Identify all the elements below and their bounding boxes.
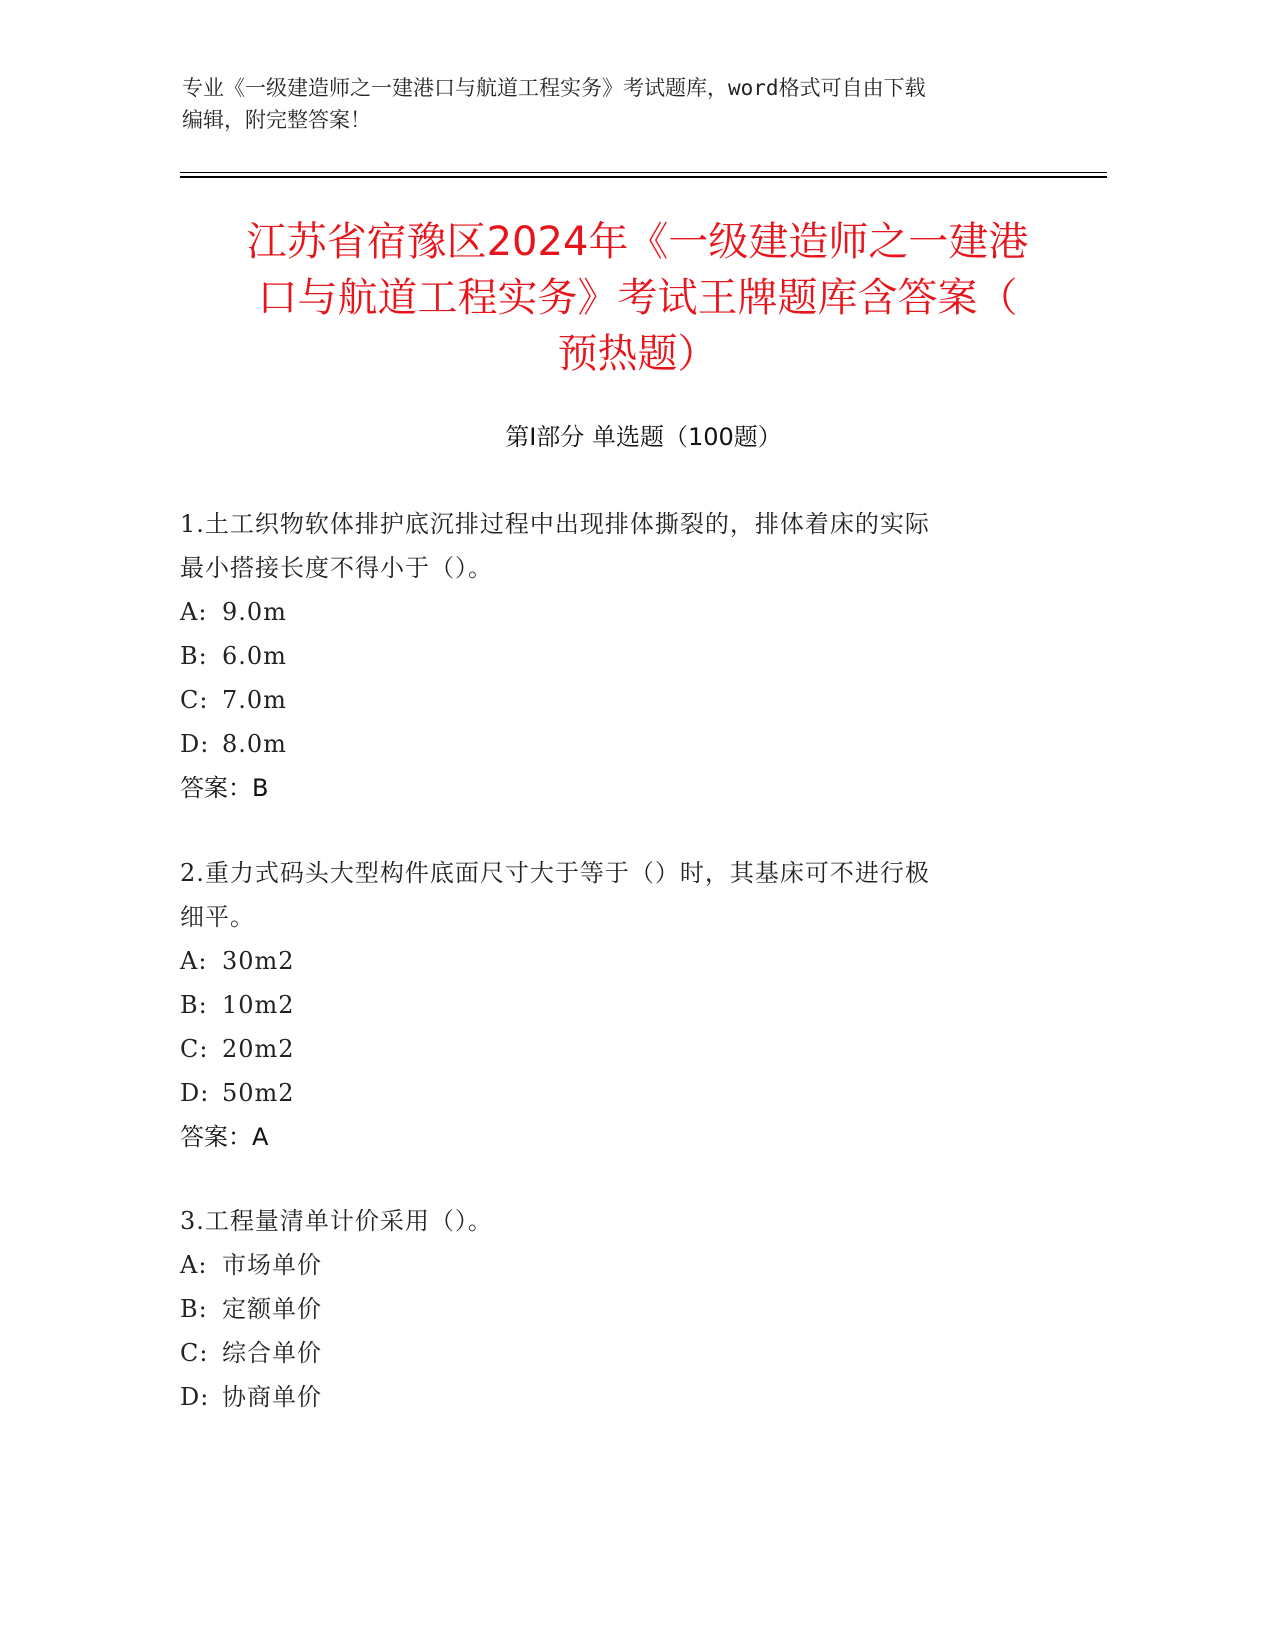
question-1-option-d bbox=[180, 722, 1060, 766]
option-text: 9.0m bbox=[222, 598, 287, 626]
option-letter: D: bbox=[180, 730, 210, 758]
question-2-option-d bbox=[180, 1071, 1060, 1115]
question-3-stem-line-1: 3.工程量清单计价采用（）。 bbox=[180, 1207, 493, 1235]
question-2-stem bbox=[180, 851, 1060, 939]
option-letter: C: bbox=[180, 1035, 209, 1063]
option-letter: B: bbox=[180, 642, 208, 670]
question-1-option-c bbox=[180, 678, 1060, 722]
header-note-line-1: 专业《一级建造师之一建港口与航道工程实务》考试题库，word格式可自由下载 bbox=[182, 76, 926, 100]
question-1 bbox=[180, 502, 1060, 810]
question-1-stem-line-1: 1.土工织物软体排护底沉排过程中出现排体撕裂的，排体着床的实际 bbox=[180, 510, 930, 538]
question-1-answer: 答案：B bbox=[180, 774, 269, 802]
question-2-stem-line-1: 2.重力式码头大型构件底面尺寸大于等于（）时，其基床可不进行极 bbox=[180, 859, 930, 887]
option-text: 10m2 bbox=[222, 991, 295, 1019]
option-letter: A: bbox=[180, 947, 208, 975]
option-letter: B: bbox=[180, 991, 208, 1019]
option-text: 定额单价 bbox=[222, 1295, 322, 1323]
question-3-option-c bbox=[180, 1331, 1060, 1375]
option-text: 7.0m bbox=[222, 686, 287, 714]
question-1-option-a bbox=[180, 590, 1060, 634]
document-title bbox=[170, 214, 1105, 382]
question-1-stem bbox=[180, 502, 1060, 590]
question-2-stem-line-2: 细平。 bbox=[180, 903, 255, 931]
option-text: 协商单价 bbox=[222, 1383, 322, 1411]
document-title-line-3: 预热题） bbox=[557, 331, 718, 377]
document-title-line-1: 江苏省宿豫区2024年《一级建造师之一建港 bbox=[246, 219, 1029, 265]
option-letter: D: bbox=[180, 1079, 210, 1107]
question-2-answer: 答案：A bbox=[180, 1123, 269, 1151]
option-text: 6.0m bbox=[222, 642, 287, 670]
document-title-line-2: 口与航道工程实务》考试王牌题库含答案（ bbox=[257, 275, 1018, 321]
option-letter: A: bbox=[180, 1251, 208, 1279]
header-note-line-2: 编辑，附完整答案！ bbox=[182, 108, 371, 132]
question-2-option-a bbox=[180, 939, 1060, 983]
question-3-option-b bbox=[180, 1287, 1060, 1331]
question-2 bbox=[180, 851, 1060, 1159]
option-text: 8.0m bbox=[222, 730, 287, 758]
header-divider-thin bbox=[180, 172, 1107, 173]
question-1-stem-line-2: 最小搭接长度不得小于（）。 bbox=[180, 554, 493, 582]
question-3-option-d bbox=[180, 1375, 1060, 1419]
option-letter: A: bbox=[180, 598, 208, 626]
option-letter: B: bbox=[180, 1295, 208, 1323]
question-2-option-c bbox=[180, 1027, 1060, 1071]
question-2-option-b bbox=[180, 983, 1060, 1027]
option-letter: C: bbox=[180, 1339, 209, 1367]
option-text: 50m2 bbox=[222, 1079, 295, 1107]
option-text: 20m2 bbox=[222, 1035, 295, 1063]
question-3 bbox=[180, 1199, 1060, 1419]
question-1-option-b bbox=[180, 634, 1060, 678]
section-heading: 第I部分 单选题（100题） bbox=[505, 423, 782, 451]
option-text: 30m2 bbox=[222, 947, 295, 975]
option-letter: C: bbox=[180, 686, 209, 714]
option-text: 综合单价 bbox=[222, 1339, 322, 1367]
question-3-stem bbox=[180, 1199, 1060, 1243]
header-divider-thick bbox=[180, 176, 1107, 178]
option-text: 市场单价 bbox=[222, 1251, 322, 1279]
header-note bbox=[182, 72, 1082, 136]
option-letter: D: bbox=[180, 1383, 210, 1411]
question-3-option-a bbox=[180, 1243, 1060, 1287]
